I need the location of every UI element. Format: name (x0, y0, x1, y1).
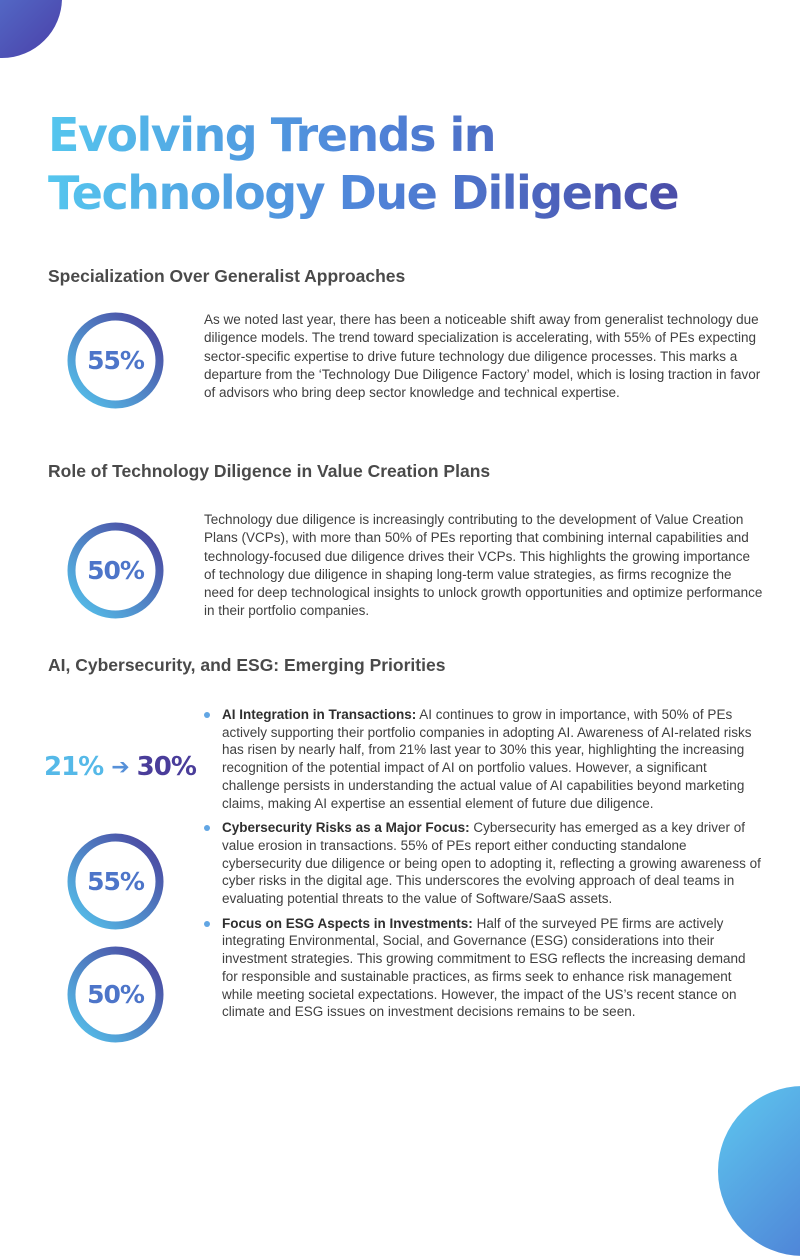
trend-to-value: 30% (136, 752, 196, 782)
bullet-dot-icon (204, 921, 210, 927)
section-heading-emerging-priorities: AI, Cybersecurity, and ESG: Emerging Priorities (48, 655, 446, 675)
trend-stat (44, 752, 194, 782)
stat-ring (66, 521, 165, 620)
bullet-text: AI continues to grow in importance, with 50% of PEs actively supporting their portfolio companies in adopting AI. Awareness of AI-related risks has risen by nearly half, from 21% last year to 30% this year, highlighting the increasing recognition of the potential impact of AI on portfolio values. However, a significant challenge persists in understanding the actual value of AI capabilities beyond marketing claims, making AI expertise an essential element of future due diligence. (222, 707, 752, 811)
section-heading-value-creation: Role of Technology Diligence in Value Creation Plans (48, 461, 491, 481)
list-item-cybersecurity (204, 819, 764, 908)
corner-decoration-bottom-right (718, 1086, 800, 1256)
section-heading-specialization: Specialization Over Generalist Approaches (48, 266, 406, 286)
bullet-title: Focus on ESG Aspects in Investments: (222, 915, 473, 931)
bullet-title: AI Integration in Transactions: (222, 707, 417, 722)
stat-ring (66, 311, 165, 410)
stat-value: 55% (87, 346, 144, 375)
bullet-dot-icon (204, 712, 210, 718)
bullet-title: Cybersecurity Risks as a Major Focus: (222, 820, 470, 836)
bullet-dot-icon (204, 825, 210, 831)
section-body: As we noted last year, there has been a noticeable shift away from generalist technology due diligence models. The trend toward specialization is accelerating, with 55% of PEs expecting sector-specific expertise to drive future technology due diligence processes. This marks a departure from the ‘Technology Due Diligence Factory’ model, which is losing traction in favor of advisors who bring deep sector knowledge and technical expertise. (204, 312, 761, 401)
stat-ring (66, 945, 165, 1044)
corner-decoration-top-left (0, 0, 62, 58)
page-title: Evolving Trends in Technology Due Diligence (48, 106, 768, 222)
stat-value: 50% (87, 556, 144, 585)
stat-ring (66, 832, 165, 931)
stat-value: 50% (87, 980, 144, 1009)
trend-from-value: 21% (44, 752, 104, 782)
priority-list (204, 706, 764, 1028)
list-item-esg (204, 915, 764, 1021)
arrow-right-icon: ➔ (111, 754, 129, 780)
section-body: Technology due diligence is increasingly contributing to the development of Value Creation Plans (VCPs), with more than 50% of PEs reporting that combining internal capabilities and technology-focused due diligence drives their VCPs. This highlights the growing importance of technology due diligence in shaping long-term value strategies, as firms recognize the need for deep technological insights to unlock growth opportunities and optimize performance in their portfolio companies. (204, 512, 763, 619)
stat-value: 55% (87, 867, 144, 896)
list-item-ai (204, 706, 764, 812)
bullet-text: Half of the surveyed PE firms are actively integrating Environmental, Social, and Governance (ESG) considerations into their investment strategies. This growing commitment to ESG reflects the increasing demand for responsible and sustainable practices, as firms seek to enhance risk management while meeting societal expectations. However, the impact of the US’s recent stance on climate and ESG issues on investment decisions remains to be seen. (222, 915, 746, 1020)
bullet-text: Cybersecurity has emerged as a key driver of value erosion in transactions. 55% of PEs report either conducting standalone cybersecurity due diligence or being open to adopting it, reflecting a growing awareness of cyber risks in the digital age. This underscores the evolving approach of deal teams in evaluating potential threats to the value of Software/SaaS assets. (222, 820, 761, 907)
